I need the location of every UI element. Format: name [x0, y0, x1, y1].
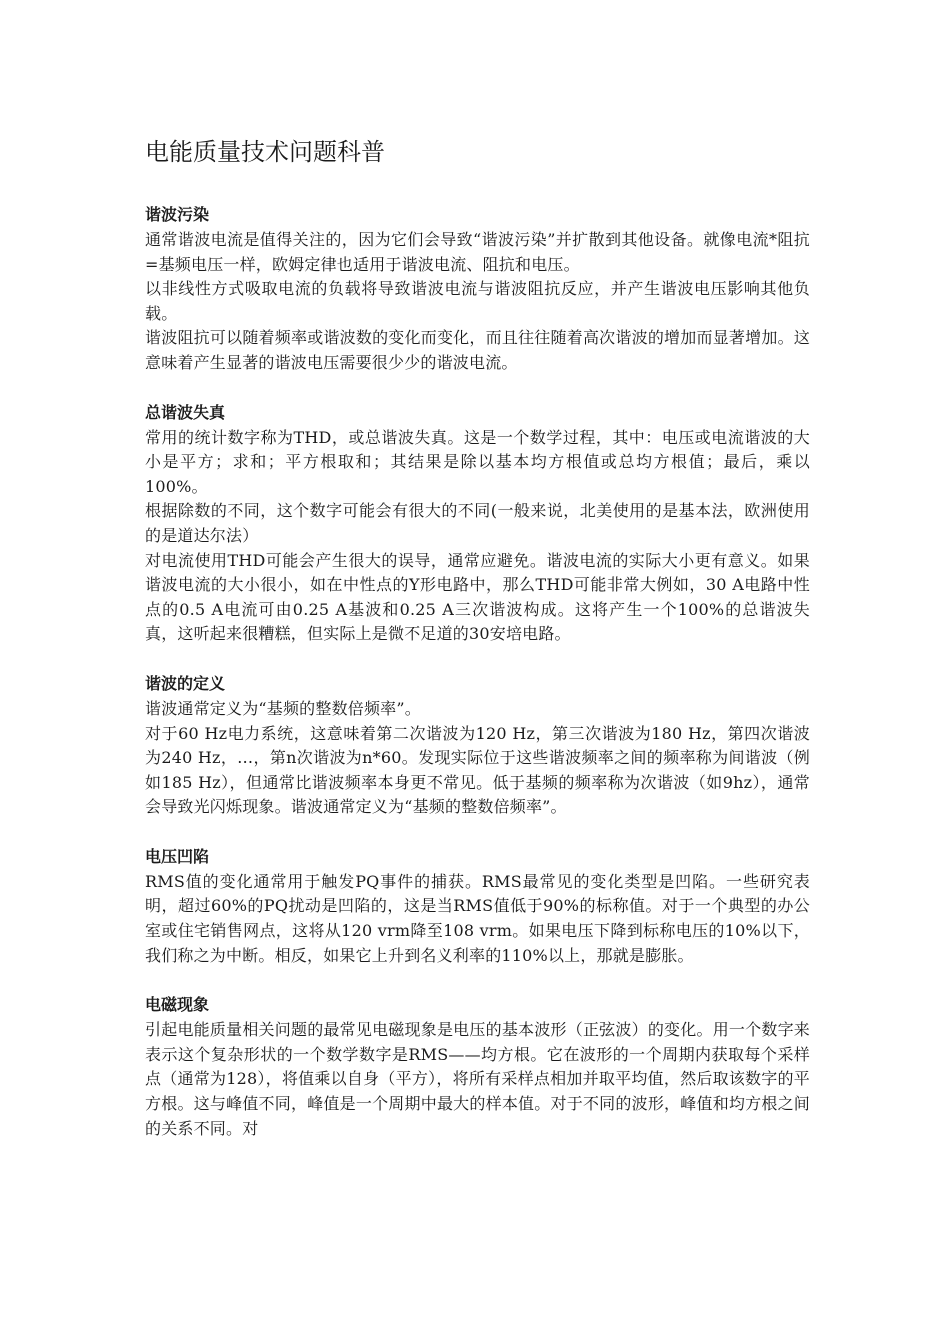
section-harmonic-definition: [145, 671, 810, 820]
paragraph: 常用的统计数字称为THD，或总谐波失真。这是一个数学过程，其中：电压或电流谐波的大小是平方；求和；平方根取和；其结果是除以基本均方根值或总均方根值；最后，乘以100%。: [145, 427, 810, 496]
section-thd: [145, 400, 810, 647]
paragraph: RMS值的变化通常用于触发PQ事件的捕获。RMS最常见的变化类型是凹陷。一些研究表明，超过60%的PQ扰动是凹陷的，这是当RMS值低于90%的标称值。对于一个典型的办公室或住宅销售网点，这将从120 vrm降至108 vrm。如果电压下降到标称电压的10%以下，我们称之为中断。相反，如果它上升到名义利率的110%以上，那就是膨胀。: [145, 871, 810, 965]
section-harmonic-pollution: [145, 202, 810, 376]
section-heading: 电磁现象: [145, 995, 210, 1015]
paragraph: 通常谐波电流是值得关注的，因为它们会导致“谐波污染”并扩散到其他设备。就像电流*阻抗=基频电压一样，欧姆定律也适用于谐波电流、阻抗和电压。: [145, 230, 810, 274]
section-voltage-sag: [145, 844, 810, 968]
page-title: 电能质量技术问题科普: [145, 138, 385, 166]
section-heading: 总谐波失真: [145, 402, 226, 422]
paragraph: 根据除数的不同，这个数字可能会有很大的不同(一般来说，北美使用的是基本法，欧洲使用的是道达尔法）: [145, 501, 810, 545]
document-page: [145, 132, 810, 1165]
section-heading: 电压凹陷: [145, 846, 210, 866]
paragraph: 谐波阻抗可以随着频率或谐波数的变化而变化，而且往往随着高次谐波的增加而显著增加。这意味着产生显著的谐波电压需要很少少的谐波电流。: [145, 328, 810, 372]
section-heading: 谐波污染: [145, 205, 210, 224]
section-heading: 谐波的定义: [145, 673, 226, 693]
paragraph: 谐波通常定义为“基频的整数倍频率”。: [145, 698, 421, 718]
paragraph: 引起电能质量相关问题的最常见电磁现象是电压的基本波形（正弦波）的变化。用一个数字来表示这个复杂形状的一个数学数字是RMS——均方根。它在波形的一个周期内获取每个采样点（通常为128），将值乘以自身（平方），将所有采样点相加并取平均值，然后取该数字的平方根。这与峰值不同，峰值是一个周期中最大的样本值。对于不同的波形，峰值和均方根之间的关系不同。对: [145, 1020, 810, 1138]
paragraph: 以非线性方式吸取电流的负载将导致谐波电流与谐波阻抗反应，并产生谐波电压影响其他负载。: [145, 279, 810, 323]
section-electromagnetic-phenomena: [145, 992, 810, 1141]
paragraph: 对电流使用THD可能会产生很大的误导，通常应避免。谐波电流的实际大小更有意义。如果谐波电流的大小很小，如在中性点的Y形电路中，那么THD可能非常大例如，30 A电路中性点的0.5 A电流可由0.25 A基波和0.25 A三次谐波构成。这将产生一个100%的总谐波失真，这听起来很糟糕，但实际上是微不足道的30安培电路。: [145, 550, 810, 644]
paragraph: 对于60 Hz电力系统，这意味着第二次谐波为120 Hz，第三次谐波为180 Hz，第四次谐波为240 Hz，…，第n次谐波为n*60。发现实际位于这些谐波频率之间的频率称为间谐波（例如185 Hz），但通常比谐波频率本身更不常见。低于基频的频率称为次谐波（如9hz），通常会导致光闪烁现象。谐波通常定义为“基频的整数倍频率”。: [145, 723, 810, 817]
